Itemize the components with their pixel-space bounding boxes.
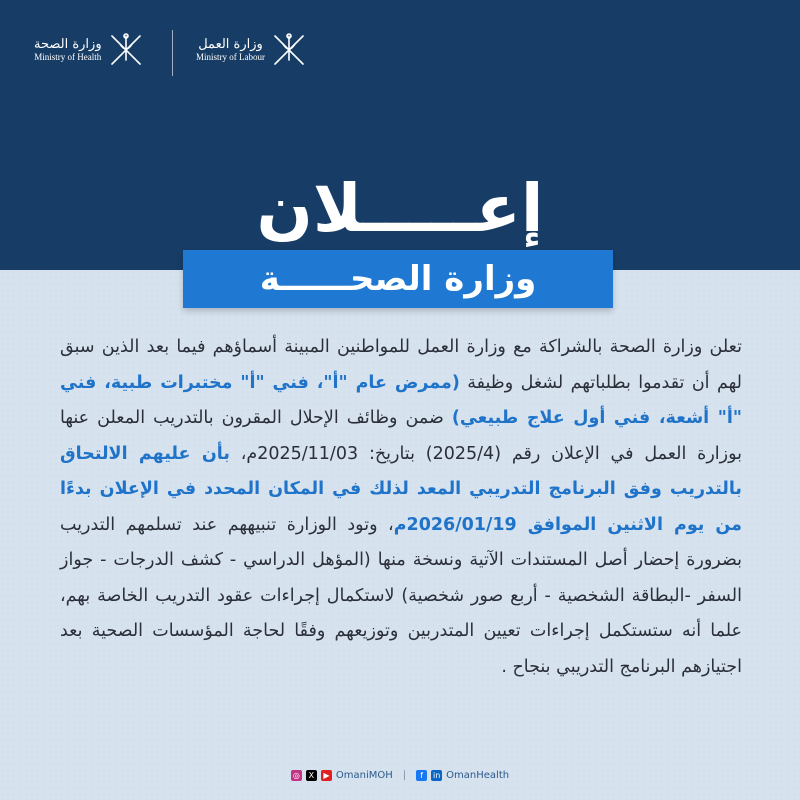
ministry-of-health-logo <box>34 30 144 70</box>
oman-emblem-icon <box>108 30 144 70</box>
logo-separator <box>172 30 173 76</box>
announcement-body <box>60 330 742 685</box>
linkedin-icon[interactable]: in <box>433 771 441 780</box>
header-logos <box>0 22 800 82</box>
training-date-highlight: بأن عليهم الالتحاق بالتدريب وفق البرنامج التدريبي المعد لذلك في المكان المحدد في الإعلان بدءًا من يوم الاثنين الموافق 2026/01/19م <box>60 443 742 535</box>
youtube-icon[interactable]: ▶ <box>321 770 332 781</box>
ministry-banner: وزارة الصحــــــة <box>183 250 613 308</box>
instagram-icon[interactable]: ◎ <box>291 770 302 781</box>
footer-handle-moh[interactable]: OmaniMOH <box>335 770 393 781</box>
facebook-icon[interactable]: f <box>416 770 427 781</box>
health-logo-ar: وزارة الصحة <box>34 36 102 52</box>
body-part-2: ضمن وظائف الإحلال المقرون بالتدريب المعلن عنها بوزارة العمل في الإعلان رقم (2025/4) بتاريخ: 2025/11/03م، <box>60 408 743 464</box>
oman-emblem-icon <box>271 30 307 70</box>
footer-social <box>0 770 800 781</box>
x-icon[interactable]: X <box>306 770 317 781</box>
body-part-3: ، وتود الوزارة تنبيههم عند تسلمهم التدريب بضرورة إحضار أصل المستندات الآتية ونسخة منها (المؤهل الدراسي - كشف الدرجات - جواز السفر -البطاقة الشخصية - أربع صور شخصية) لاستكمال إجراءات عقود التدريب الخاصة بهم، علما أنه ستستكمل إجراءات تعيين المتدربين وتوزيعهم وفقًا لحاجة المؤسسات الصحية بعد اجتيازهم البرنامج التدريبي بنجاح . <box>60 514 742 677</box>
footer-handle-health[interactable]: OmanHealth <box>446 770 510 781</box>
ministry-of-labour-logo <box>196 30 307 70</box>
footer-separator: | <box>402 770 407 781</box>
job-titles-highlight: (ممرض عام "أ"، فني "أ" مختبرات طبية، فني "أ" أشعة، فني أول علاج طبيعي) <box>60 372 742 428</box>
page-title: إعـــــلان <box>256 170 544 247</box>
labour-logo-ar: وزارة العمل <box>198 36 263 52</box>
health-logo-en: Ministry of Health <box>34 52 102 63</box>
labour-logo-en: Ministry of Labour <box>196 52 265 63</box>
body-part-1: تعلن وزارة الصحة بالشراكة مع وزارة العمل للمواطنين المبينة أسماؤهم فيما بعد الذين سبق لهم أن تقدموا بطلباتهم لشغل وظيفة <box>60 337 742 393</box>
